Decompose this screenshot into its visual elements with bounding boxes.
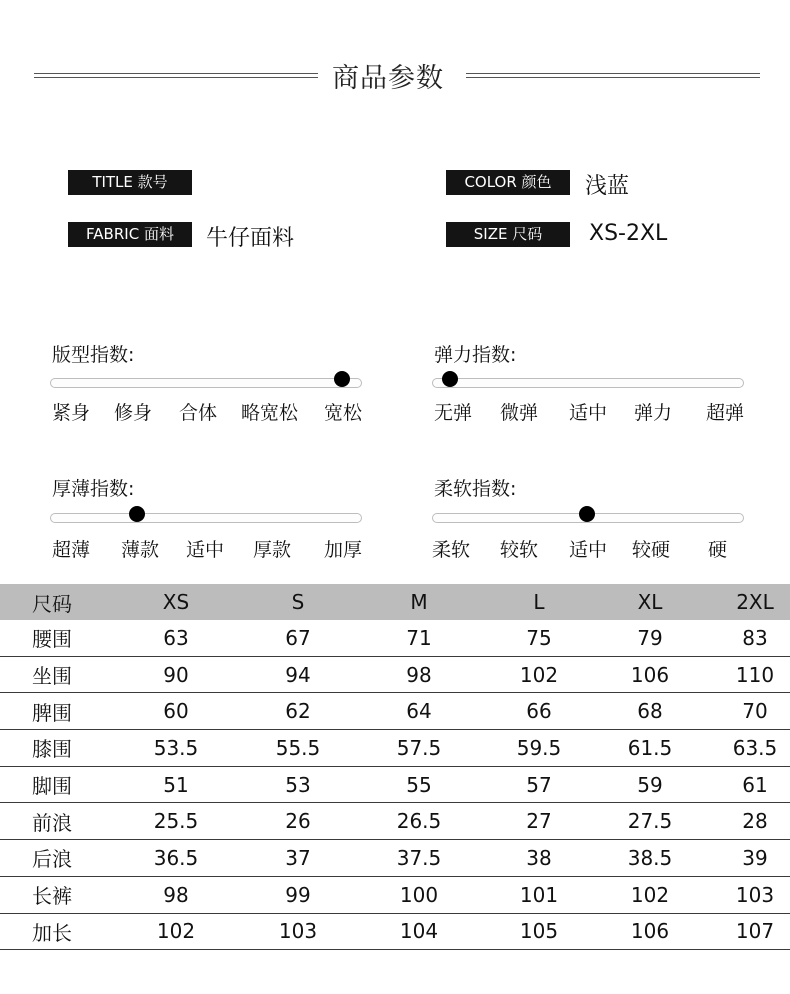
fit-meter-indicator — [334, 371, 350, 387]
title-badge: TITLE 款号 — [68, 170, 192, 195]
thickness-meter-label: 厚薄指数: — [52, 478, 135, 500]
table-cell: 53 — [285, 772, 311, 797]
fabric-value: 牛仔面料 — [206, 226, 295, 251]
table-cell: 后浪 — [32, 847, 72, 872]
table-cell: 107 — [735, 919, 775, 944]
table-cell: 27 — [526, 809, 552, 834]
size-badge: SIZE 尺码 — [446, 222, 570, 247]
table-cell: 55.5 — [275, 735, 321, 760]
section-header — [34, 54, 760, 94]
size-value: XS-2XL — [589, 221, 668, 246]
table-cell: 67 — [285, 625, 311, 650]
table-cell: 103 — [735, 882, 775, 907]
elasticity-meter-track — [432, 378, 744, 388]
table-cell: 38 — [526, 845, 552, 870]
softness-meter-label: 柔软指数: — [434, 478, 517, 500]
softness-tick: 较软 — [500, 539, 539, 561]
table-cell: 脚围 — [32, 774, 72, 799]
fabric-badge: FABRIC 面料 — [68, 222, 192, 247]
table-cell: 加长 — [32, 920, 72, 945]
header-cell: S — [291, 590, 305, 614]
table-row — [0, 620, 790, 657]
table-cell: 27.5 — [627, 809, 673, 834]
table-cell: 106 — [630, 919, 670, 944]
fit-tick: 略宽松 — [241, 402, 299, 424]
table-cell: 前浪 — [32, 810, 72, 835]
header-cell: M — [410, 590, 428, 614]
table-cell: 66 — [526, 699, 552, 724]
table-cell: 26.5 — [396, 809, 442, 834]
elasticity-tick: 弹力 — [634, 402, 673, 424]
table-cell: 98 — [406, 662, 432, 687]
table-cell: 83 — [742, 625, 768, 650]
table-cell: 坐围 — [32, 664, 72, 689]
table-row — [0, 657, 790, 694]
table-row — [0, 730, 790, 767]
fit-meter-track — [50, 378, 362, 388]
table-cell: 26 — [285, 809, 311, 834]
table-cell: 101 — [519, 882, 559, 907]
header-rule-right — [466, 73, 760, 78]
table-cell: 60 — [163, 699, 189, 724]
table-cell: 55 — [406, 772, 432, 797]
table-cell: 94 — [285, 662, 311, 687]
thickness-meter-track — [50, 513, 362, 523]
table-row — [0, 767, 790, 804]
header-cell: L — [533, 590, 545, 614]
table-cell: 36.5 — [153, 845, 199, 870]
table-row — [0, 803, 790, 840]
thickness-tick: 厚款 — [253, 539, 292, 561]
thickness-tick: 加厚 — [324, 539, 363, 561]
section-title: 商品参数 — [332, 63, 444, 94]
table-cell: 脾围 — [32, 700, 72, 725]
table-cell: 长裤 — [32, 884, 72, 909]
elasticity-tick: 微弹 — [500, 402, 539, 424]
table-cell: 37.5 — [396, 845, 442, 870]
table-cell: 104 — [399, 919, 439, 944]
table-cell: 61.5 — [627, 735, 673, 760]
table-cell: 28 — [742, 809, 768, 834]
table-cell: 102 — [519, 662, 559, 687]
thickness-tick: 超薄 — [52, 539, 91, 561]
table-row — [0, 840, 790, 877]
fit-tick: 修身 — [114, 402, 153, 424]
table-cell: 98 — [163, 882, 189, 907]
table-cell: 57.5 — [396, 735, 442, 760]
table-cell: 57 — [526, 772, 552, 797]
table-cell: 70 — [742, 699, 768, 724]
fit-meter-label: 版型指数: — [52, 344, 135, 366]
table-cell: 53.5 — [153, 735, 199, 760]
table-row — [0, 877, 790, 914]
softness-meter-indicator — [579, 506, 595, 522]
header-cell: 2XL — [736, 590, 774, 614]
table-cell: 68 — [637, 699, 663, 724]
fit-tick: 紧身 — [52, 402, 91, 424]
table-cell: 61 — [742, 772, 768, 797]
table-cell: 110 — [735, 662, 775, 687]
elasticity-tick: 超弹 — [706, 402, 745, 424]
softness-tick: 柔软 — [432, 539, 471, 561]
size-table-header — [0, 584, 790, 620]
table-cell: 99 — [285, 882, 311, 907]
header-rule-left — [34, 73, 318, 78]
table-cell: 105 — [519, 919, 559, 944]
table-cell: 64 — [406, 699, 432, 724]
table-cell: 39 — [742, 845, 768, 870]
header-cell: 尺码 — [32, 591, 72, 616]
softness-tick: 适中 — [569, 539, 608, 561]
color-value: 浅蓝 — [585, 174, 630, 199]
table-cell: 腰围 — [32, 627, 72, 652]
table-cell: 51 — [163, 772, 189, 797]
table-cell: 100 — [399, 882, 439, 907]
table-cell: 102 — [156, 919, 196, 944]
table-row — [0, 914, 790, 951]
table-row — [0, 693, 790, 730]
thickness-meter-indicator — [129, 506, 145, 522]
table-cell: 102 — [630, 882, 670, 907]
table-cell: 59 — [637, 772, 663, 797]
color-badge: COLOR 颜色 — [446, 170, 570, 195]
size-table — [0, 584, 790, 950]
fit-tick: 宽松 — [324, 402, 363, 424]
table-cell: 71 — [406, 625, 432, 650]
fit-tick: 合体 — [179, 402, 218, 424]
thickness-tick: 适中 — [186, 539, 225, 561]
table-cell: 90 — [163, 662, 189, 687]
table-cell: 63.5 — [732, 735, 778, 760]
header-cell: XS — [162, 590, 190, 614]
table-cell: 25.5 — [153, 809, 199, 834]
elasticity-meter-label: 弹力指数: — [434, 344, 517, 366]
elasticity-tick: 无弹 — [434, 402, 473, 424]
elasticity-tick: 适中 — [569, 402, 608, 424]
softness-tick: 较硬 — [632, 539, 671, 561]
table-cell: 62 — [285, 699, 311, 724]
table-cell: 79 — [637, 625, 663, 650]
table-cell: 59.5 — [516, 735, 562, 760]
table-cell: 106 — [630, 662, 670, 687]
table-cell: 75 — [526, 625, 552, 650]
table-cell: 膝围 — [32, 737, 72, 762]
table-cell: 103 — [278, 919, 318, 944]
header-cell: XL — [637, 590, 663, 614]
table-cell: 38.5 — [627, 845, 673, 870]
elasticity-meter-indicator — [442, 371, 458, 387]
table-cell: 37 — [285, 845, 311, 870]
softness-tick: 硬 — [708, 539, 728, 561]
table-cell: 63 — [163, 625, 189, 650]
thickness-tick: 薄款 — [121, 539, 160, 561]
